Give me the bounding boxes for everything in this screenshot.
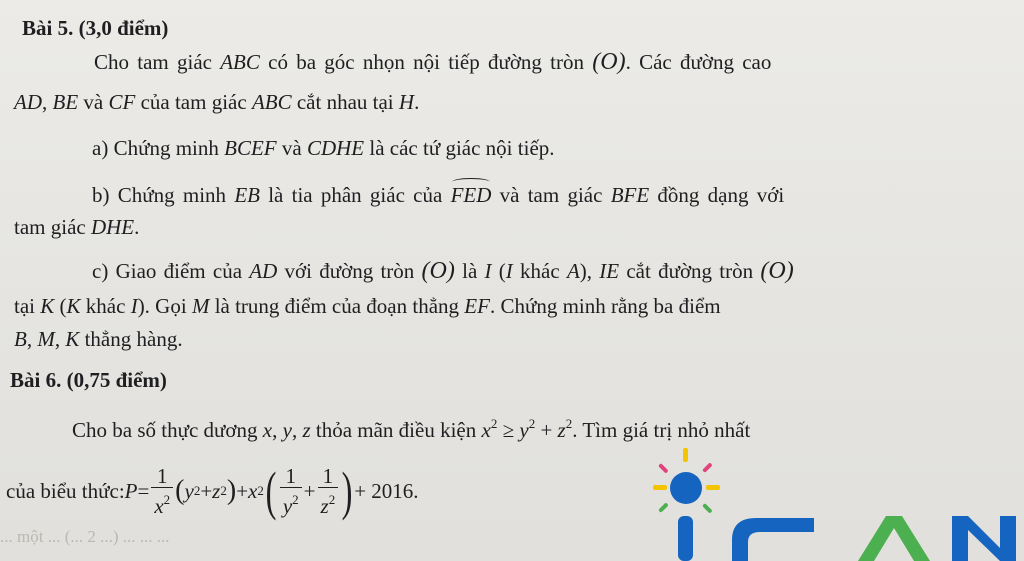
bai5-title: Bài 5. (3,0 điểm) [22, 16, 169, 40]
logo-ray-left [653, 485, 667, 490]
logo-letter-c [732, 518, 814, 561]
bai5-part-b-line-2: tam giác DHE. [14, 215, 140, 239]
ican-logo [636, 444, 1024, 561]
logo-letter-a [858, 516, 930, 561]
bai5-part-c-line-1: c) Giao điểm của AD với đường tròn (O) là I (I khác A), IE cắt đường tròn (O) [92, 258, 794, 284]
bai6-title: Bài 6. (0,75 điểm) [10, 368, 167, 392]
logo-ray-bottom-left [658, 502, 669, 513]
angle-fed: FED [450, 183, 492, 207]
bai5-intro-line-2: AD, BE và CF của tam giác ABC cắt nhau tại H. [14, 90, 420, 114]
fraction-1-over-x2: $\frac{1}{x^2}$ [151, 465, 173, 518]
logo-ray-top-left [658, 463, 669, 474]
bai6-line-1: Cho ba số thực dương x, y, z thỏa mãn điều kiện $x^2 \ge y^2 + z^2$. Tìm giá trị nhỏ nhất [72, 416, 751, 442]
bai5-intro-line-1: Cho tam giác ABC có ba góc nhọn nội tiếp đường tròn (O). Các đường cao [94, 49, 772, 75]
bai5-part-a: a) Chứng minh BCEF và CDHE là các tứ giác nội tiếp. [92, 136, 555, 160]
fraction-1-over-y2: $\frac{1}{y^2}$ [280, 465, 302, 518]
bai5-part-c-line-3: B, M, K thẳng hàng. [14, 327, 183, 351]
faded-bleed-text: ... một ... (... 2 ...) ... ... ... [0, 527, 170, 546]
logo-bulb [670, 472, 702, 504]
logo-ray-right [706, 485, 720, 490]
bai5-part-c-line-2: tại K (K khác I). Gọi M là trung điểm của đoạn thẳng EF. Chứng minh rằng ba điểm [14, 294, 721, 318]
bai6-formula: của biểu thức: P = $\frac{1}{x^2}$ ( y 2 + z 2 ) + x 2 ( $\frac{1}{y^2}$ + $\frac{1}{z^2}$ ) + 2016. [6, 461, 419, 521]
logo-letter-n [952, 516, 1016, 561]
bai5-part-b-line-1: b) Chứng minh EB là tia phân giác của FED và tam giác BFE đồng dạng với [92, 183, 785, 207]
logo-ray-bottom-right [702, 503, 713, 514]
fraction-1-over-z2: $\frac{1}{z^2}$ [318, 465, 339, 518]
logo-ray-top [683, 448, 688, 462]
logo-ray-top-right [702, 462, 713, 473]
logo-stem [678, 516, 693, 561]
